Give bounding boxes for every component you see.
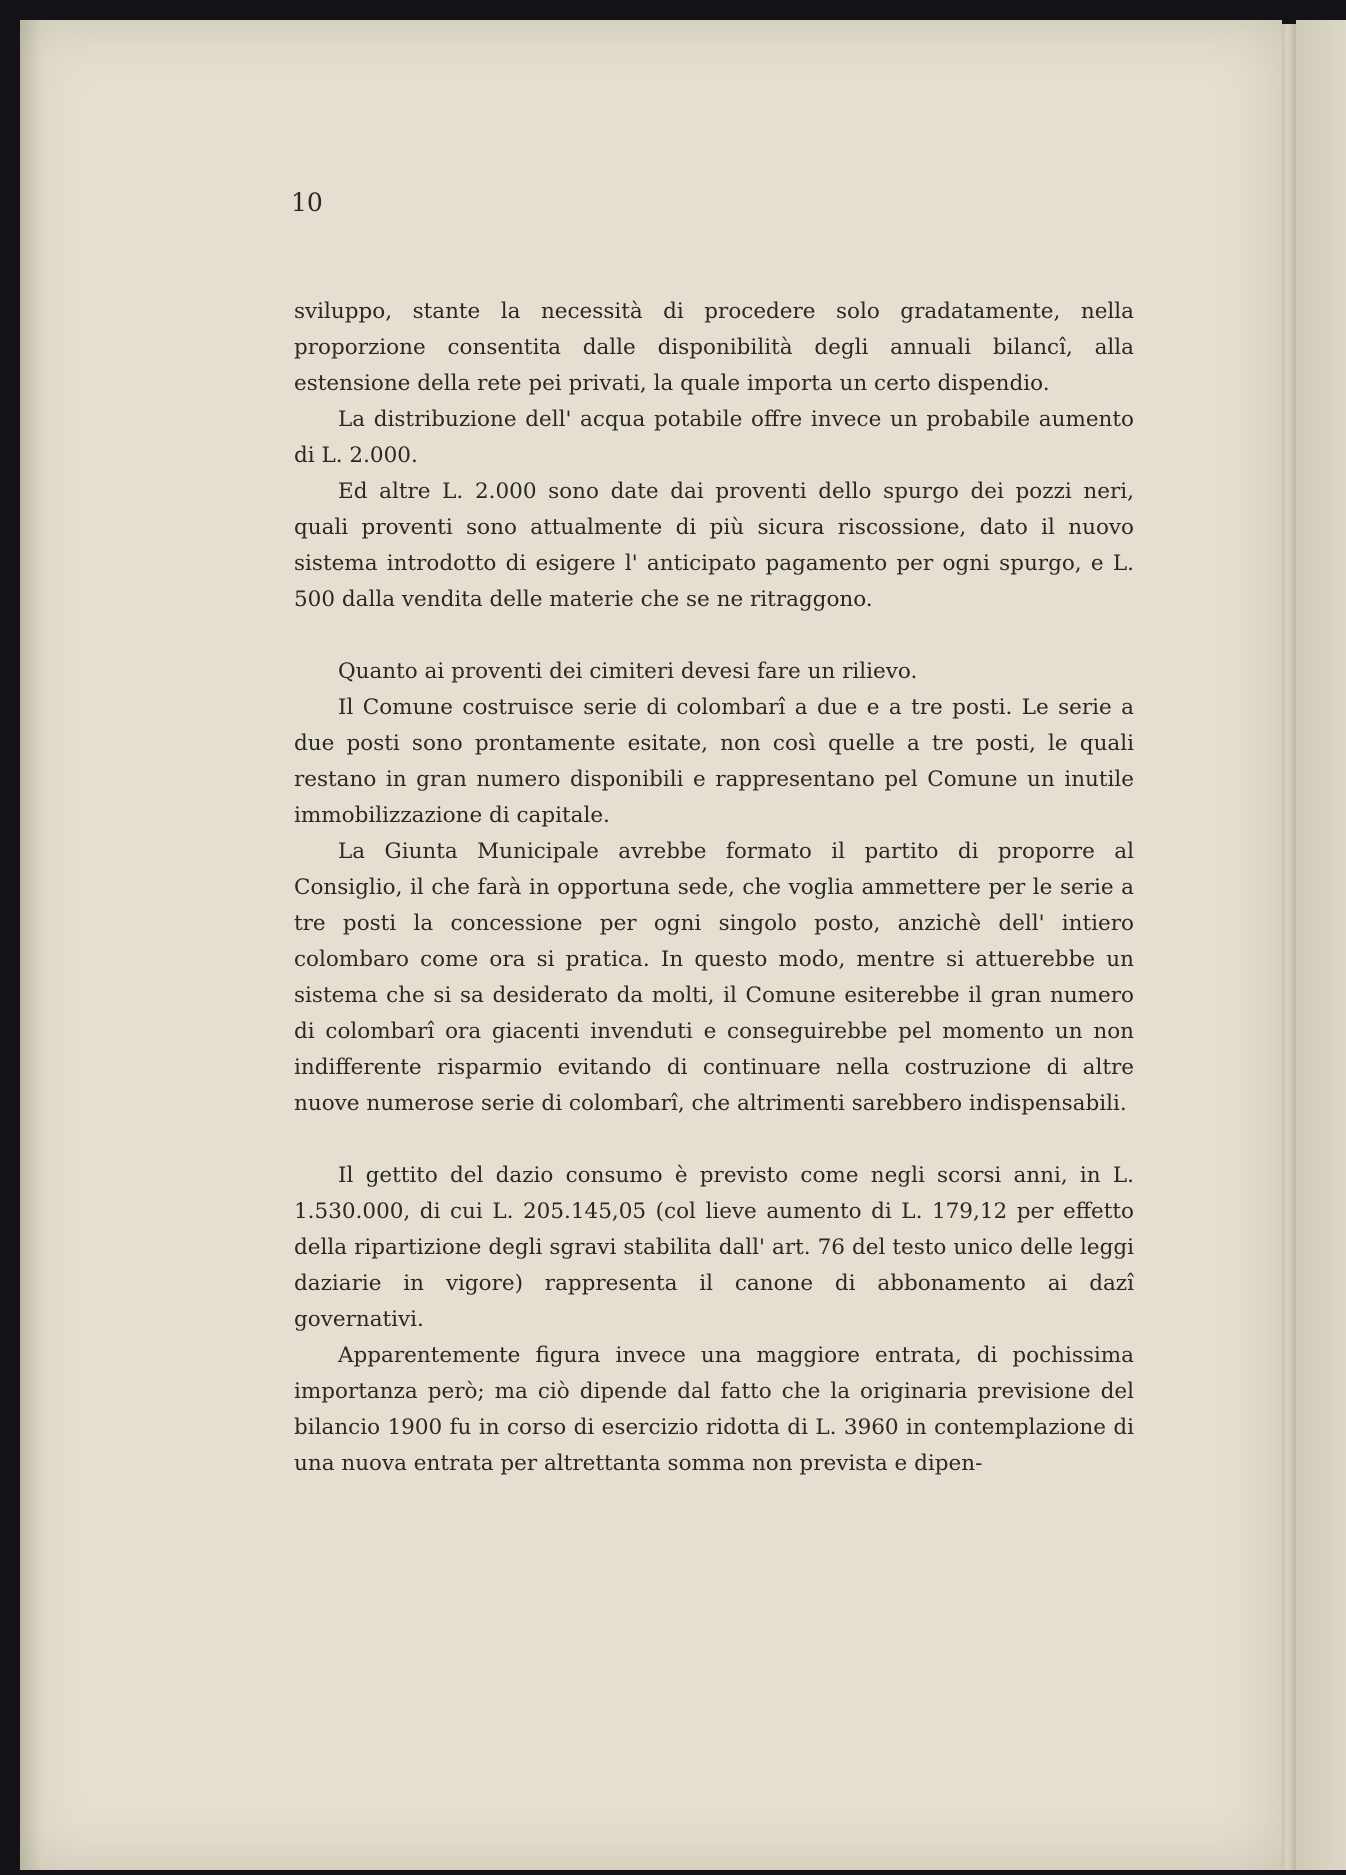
paragraph: Ed altre L. 2.000 sono date dai proventi dello spurgo dei pozzi neri, quali proventi sono attualmente di più sicura riscossione, dato il nuovo sistema introdotto di esigere l' anticipato pagamento per ogni spurgo, e L. 500 dalla vendita delle materie che se ne ritraggono. (294, 479, 1134, 612)
paragraph-continuation: sviluppo, stante la necessità di procedere solo gradatamente, nella proporzione consentita dalle disponibilità degli annuali bilancî, alla estensione della rete pei privati, la quale importa un certo dispendio. (294, 299, 1134, 396)
paragraph: Quanto ai proventi dei cimiteri devesi fare un rilievo. (338, 659, 918, 684)
body-text (294, 294, 1134, 1482)
paragraph: Apparentemente figura invece una maggiore entrata, di pochissima importanza però; ma ciò dipende dal fatto che la originaria previsione del bilancio 1900 fu in corso di esercizio ridotta di L. 3960 in contemplazione di una nuova entrata per altrettanta somma non prevista e dipen- (294, 1343, 1134, 1476)
page-edges (1282, 24, 1296, 1870)
paragraph: Il gettito del dazio consumo è previsto come negli scorsi anni, in L. 1.530.000, di cui L. 205.145,05 (col lieve aumento di L. 179,12 per effetto della ripartizione degli sgravi stabilita dall' art. 76 del testo unico delle leggi daziarie in vigore) rappresenta il canone di abbonamento ai dazî governativi. (294, 1163, 1134, 1332)
binding-shadow (20, 20, 42, 1870)
paragraph: Il Comune costruisce serie di colombarî a due e a tre posti. Le serie a due posti sono prontamente esitate, non così quelle a tre posti, le quali restano in gran numero disponibili e rappresentano pel Comune un inutile immobilizzazione di capitale. (294, 695, 1134, 828)
adjacent-page-edge (1296, 20, 1346, 1870)
page-number: 10 (291, 188, 323, 217)
paragraph: La Giunta Municipale avrebbe formato il partito di proporre al Consiglio, il che farà in opportuna sede, che voglia ammettere per le serie a tre posti la concessione per ogni singolo posto, anzichè dell' intiero colombaro come ora si pratica. In questo modo, mentre si attuerebbe un sistema che si sa desiderato da molti, il Comune esiterebbe il gran numero di colombarî ora giacenti invenduti e conseguirebbe pel momento un non indifferente risparmio evitando di continuare nella costruzione di altre nuove numerose serie di colombarî, che altrimenti sarebbero indispensabili. (294, 839, 1134, 1116)
paragraph: La distribuzione dell' acqua potabile offre invece un probabile aumento di L. 2.000. (294, 407, 1134, 468)
